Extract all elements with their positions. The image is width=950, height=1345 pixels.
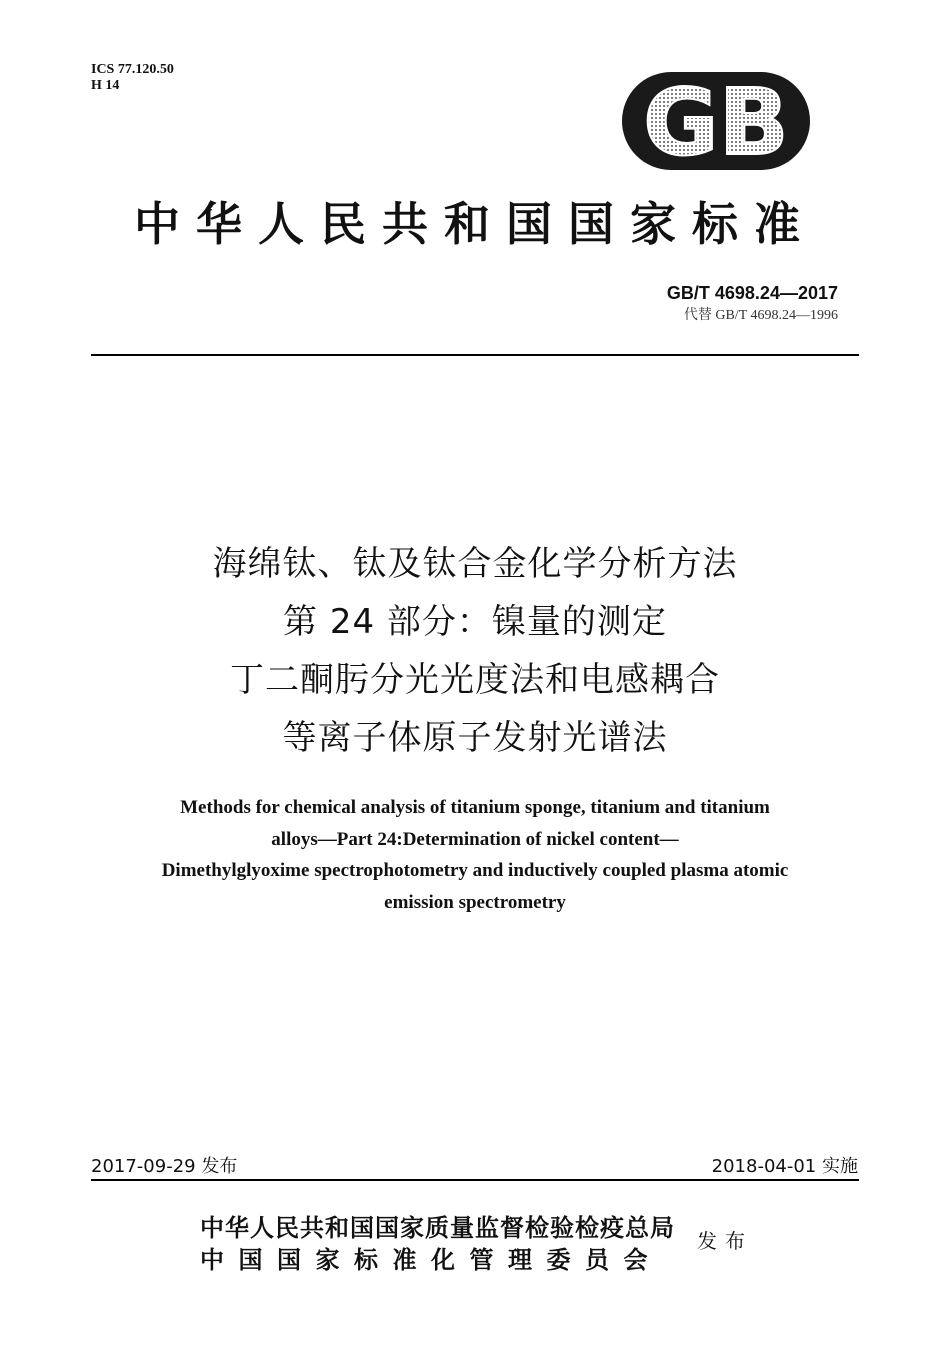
chinese-title-line-1: 海绵钛、钛及钛合金化学分析方法 [212, 544, 738, 584]
replaces-standard: 代替 GB/T 4698.24—1996 [683, 308, 838, 323]
gb-logo [622, 72, 810, 170]
english-title-line-1: Methods for chemical analysis of titanium sponge, titanium and titanium [180, 797, 770, 818]
standard-number: GB/T 4698.24—2017 [666, 283, 838, 303]
english-title-line-4: emission spectrometry [384, 891, 566, 913]
chinese-title [60, 535, 890, 767]
national-standard-title: 中华人民共和国国家标准 [134, 197, 816, 251]
english-title [90, 792, 860, 918]
classification-codes [91, 62, 174, 94]
ics-code: ICS 77.120.50 [91, 62, 174, 77]
bottom-divider [91, 1179, 859, 1181]
chinese-title-line-4: 等离子体原子发射光谱法 [282, 718, 668, 758]
english-title-line-2: alloys—Part 24:Determination of nickel content— [271, 828, 679, 850]
ccs-code: H 14 [91, 78, 120, 93]
chinese-title-line-2: 第 24 部分：镍量的测定 [283, 602, 667, 642]
implementation-date: 2018-04-01 实施 [711, 1156, 858, 1177]
english-title-line-3: Dimethylglyoxime spectrophotometry and inductively coupled plasma atomic [161, 860, 789, 881]
chinese-title-line-3: 丁二酮肟分光光度法和电感耦合 [230, 660, 720, 700]
gb-logo-text: GB [643, 72, 789, 170]
issuer-aqsiq: 中华人民共和国国家质量监督检验检疫总局 [200, 1213, 675, 1242]
issue-date: 2017-09-29 发布 [91, 1156, 238, 1177]
publish-label: 发布 [697, 1229, 753, 1253]
top-divider [91, 354, 859, 356]
issuer-sac: 中国国家标准化管理委员会 [200, 1245, 662, 1274]
